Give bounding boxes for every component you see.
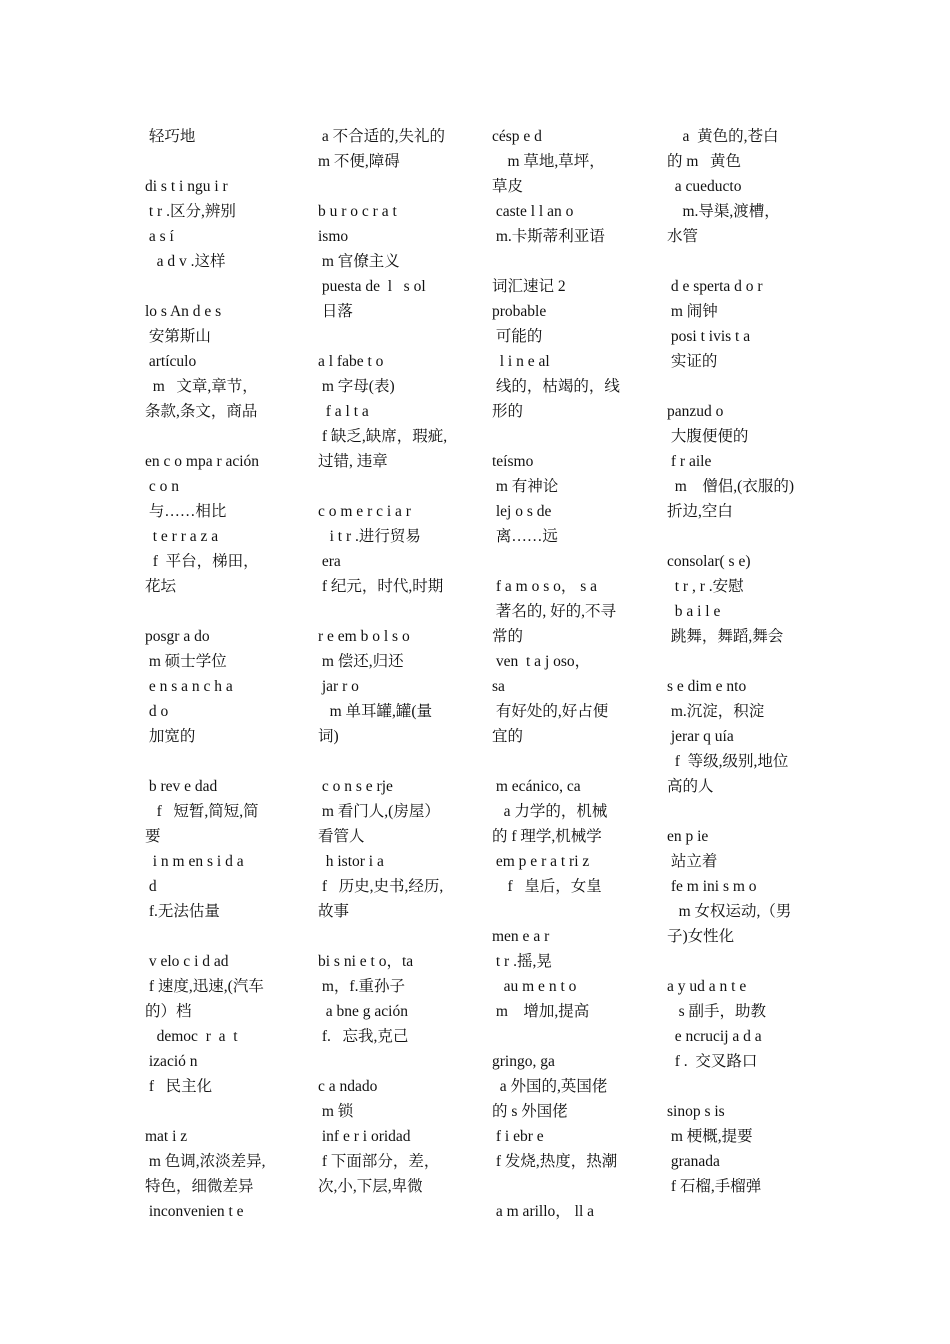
- vocab-line: b a i l e: [667, 603, 721, 620]
- vocab-line: 的 f 理学,机械学: [492, 828, 602, 845]
- entry-spacer: [492, 1024, 637, 1049]
- vocab-line: caste l l an o: [492, 203, 574, 220]
- vocab-line: a 黄色的,苍白: [667, 128, 779, 145]
- vocab-line: d o: [145, 703, 169, 720]
- vocab-line: consolar( s e): [667, 553, 751, 570]
- vocab-line: f a l t a: [318, 403, 369, 420]
- entry-spacer: [492, 899, 637, 924]
- vocab-line: 著名的, 好的,不寻: [492, 603, 617, 620]
- entry-spacer: [145, 424, 290, 449]
- vocab-line: lej o s de: [492, 503, 552, 520]
- entry-spacer: [318, 474, 463, 499]
- vocab-line: men e a r: [492, 928, 550, 945]
- entry-spacer: [492, 1174, 637, 1199]
- vocab-line: 加宽的: [145, 728, 196, 745]
- vocab-line: i t r .进行贸易: [318, 528, 421, 545]
- entry-spacer: [145, 274, 290, 299]
- vocab-line: 实证的: [667, 353, 718, 370]
- vocab-line: f 皇后，女皇: [492, 878, 602, 895]
- vocab-line: b u r o c r a t: [318, 203, 397, 220]
- entry-spacer: [145, 1099, 290, 1124]
- entry-spacer: [667, 1074, 812, 1099]
- vocab-line: a 外国的,英国佬: [492, 1078, 608, 1095]
- vocab-line: d: [145, 878, 157, 895]
- vocab-line: m 看门人,(房屋）: [318, 803, 440, 820]
- vocab-line: f . 交叉路口: [667, 1053, 758, 1070]
- entry-spacer: [318, 599, 463, 624]
- entry-spacer: [145, 599, 290, 624]
- entry-spacer: [492, 749, 637, 774]
- vocab-line: t r , r .安慰: [667, 578, 744, 595]
- vocab-line: 常的: [492, 628, 524, 645]
- vocab-line: ven t a j oso，: [492, 653, 591, 670]
- vocab-line: m 有神论: [492, 478, 559, 495]
- vocab-line: sa: [492, 678, 505, 695]
- vocab-line: m.沉淀，积淀: [667, 703, 765, 720]
- vocab-line: en c o mpa r ación: [145, 453, 260, 470]
- vocab-line: 的 m 黄色: [667, 153, 742, 170]
- vocab-line: inconvenien t e: [145, 1203, 244, 1220]
- vocab-line: f a m o s o， s a: [492, 578, 598, 595]
- vocab-line: 可能的: [492, 328, 543, 345]
- entry-spacer: [492, 249, 637, 274]
- vocab-line: césp e d: [492, 128, 542, 145]
- vocab-line: s e dim e nto: [667, 678, 747, 695]
- vocab-line: m 单耳罐,罐(量: [318, 703, 433, 720]
- vocab-line: 安第斯山: [145, 328, 211, 345]
- vocab-line: 有好处的,好占便: [492, 703, 609, 720]
- vocab-line: i n m en s i d a: [145, 853, 244, 870]
- column-1: [145, 124, 290, 1224]
- vocab-line: 形的: [492, 403, 524, 420]
- vocab-line: izació n: [145, 1053, 198, 1070]
- vocab-line: sinop s is: [667, 1103, 725, 1120]
- vocab-line: f.无法估量: [145, 903, 220, 920]
- vocab-line: puesta de l s ol: [318, 278, 426, 295]
- vocab-line: 跳舞，舞蹈,舞会: [667, 628, 784, 645]
- vocab-line: 轻巧地: [145, 128, 196, 145]
- vocab-line: era: [318, 553, 341, 570]
- vocab-line: 线的，枯竭的，线: [492, 378, 620, 395]
- column-3: [492, 124, 637, 1224]
- vocab-line: c o n s e rje: [318, 778, 393, 795]
- vocab-line: m 僧侣,(衣服的): [667, 478, 795, 495]
- vocab-line: m 文章,章节，: [145, 378, 258, 395]
- vocab-line: e ncrucij a d a: [667, 1028, 762, 1045]
- entry-spacer: [667, 949, 812, 974]
- vocab-line: 特色，细微差异: [145, 1178, 254, 1195]
- vocab-line: b rev e dad: [145, 778, 218, 795]
- vocab-line: a 不合适的,失礼的: [318, 128, 446, 145]
- vocab-line: a m arillo， ll a: [492, 1203, 595, 1220]
- vocab-line: f 历史,史书,经历,: [318, 878, 444, 895]
- vocab-line: r e em b o l s o: [318, 628, 410, 645]
- vocab-line: m，f.重孙子: [318, 978, 405, 995]
- vocab-line: m 字母(表): [318, 378, 395, 395]
- vocab-line: c o n: [145, 478, 180, 495]
- vocab-line: 水管: [667, 228, 699, 245]
- vocab-line: c o m e r c i a r: [318, 503, 411, 520]
- column-4: [667, 124, 812, 1199]
- vocab-line: 故事: [318, 903, 350, 920]
- vocab-line: 词): [318, 728, 339, 745]
- vocab-line: m ecánico, ca: [492, 778, 581, 795]
- vocab-line: 折边,空白: [667, 503, 733, 520]
- vocab-line: f 民主化: [145, 1078, 213, 1095]
- vocab-line: a d v .这样: [145, 253, 226, 270]
- vocab-line: 草皮: [492, 178, 524, 195]
- vocab-line: 高的人: [667, 778, 714, 795]
- vocab-line: d e sperta d o r: [667, 278, 763, 295]
- vocab-line: probable: [492, 303, 547, 320]
- vocab-line: democ r a t: [145, 1028, 238, 1045]
- vocab-line: granada: [667, 1153, 720, 1170]
- vocab-line: jerar q uía: [667, 728, 734, 745]
- entry-spacer: [318, 924, 463, 949]
- entry-spacer: [492, 424, 637, 449]
- vocab-line: a 力学的，机械: [492, 803, 608, 820]
- vocab-line: f 速度,迅速,(汽车: [145, 978, 264, 995]
- vocab-line: m.卡斯蒂利亚语: [492, 228, 605, 245]
- vocab-line: 日落: [318, 303, 353, 320]
- vocab-line: panzud o: [667, 403, 724, 420]
- vocab-line: artículo: [145, 353, 197, 370]
- column-2: [318, 124, 463, 1199]
- vocab-line: m 草地,草坪，: [492, 153, 605, 170]
- vocab-line: f 石榴,手榴弹: [667, 1178, 762, 1195]
- vocab-line: m 官僚主义: [318, 253, 400, 270]
- vocab-line: 与……相比: [145, 503, 227, 520]
- vocab-line: en p ie: [667, 828, 709, 845]
- vocab-line: f 短暂,简短,简: [145, 803, 259, 820]
- vocab-line: bi s ni e t o，ta: [318, 953, 414, 970]
- vocab-line: a l fabe t o: [318, 353, 384, 370]
- vocab-line: f. 忘我,克己: [318, 1028, 409, 1045]
- vocab-line: au m e n t o: [492, 978, 577, 995]
- vocab-line: 花坛: [145, 578, 177, 595]
- entry-spacer: [318, 1049, 463, 1074]
- vocab-line: 词汇速记 2: [492, 278, 566, 295]
- vocab-line: posgr a do: [145, 628, 210, 645]
- vocab-line: f 下面部分，差，: [318, 1153, 440, 1170]
- vocab-line: ismo: [318, 228, 349, 245]
- vocab-line: t e r r a z a: [145, 528, 219, 545]
- vocab-line: 离……远: [492, 528, 558, 545]
- entry-spacer: [667, 799, 812, 824]
- vocab-line: m 锁: [318, 1103, 354, 1120]
- vocab-line: m 闹钟: [667, 303, 718, 320]
- vocab-line: f 纪元，时代,时期: [318, 578, 444, 595]
- entry-spacer: [145, 924, 290, 949]
- vocab-line: e n s a n c h a: [145, 678, 233, 695]
- entry-spacer: [667, 249, 812, 274]
- entry-spacer: [318, 749, 463, 774]
- entry-spacer: [667, 374, 812, 399]
- vocab-line: 次,小,下层,卑微: [318, 1178, 423, 1195]
- vocab-line: m 不便,障碍: [318, 153, 400, 170]
- vocab-line: l i n e al: [492, 353, 550, 370]
- vocab-line: m 女权运动,（男: [667, 903, 792, 920]
- vocab-line: lo s An d e s: [145, 303, 222, 320]
- vocab-line: 宜的: [492, 728, 524, 745]
- vocab-line: f r aile: [667, 453, 712, 470]
- vocab-line: 子)女性化: [667, 928, 735, 945]
- vocab-line: m.导渠,渡槽，: [667, 203, 780, 220]
- vocab-line: h istor i a: [318, 853, 384, 870]
- vocab-line: 大腹便便的: [667, 428, 749, 445]
- vocab-line: m 增加,提高: [492, 1003, 590, 1020]
- vocab-line: gringo, ga: [492, 1053, 555, 1070]
- vocab-line: posi t ivis t a: [667, 328, 751, 345]
- vocab-line: a s í: [145, 228, 174, 245]
- vocab-line: v elo c i d ad: [145, 953, 229, 970]
- vocab-line: 过错, 违章: [318, 453, 388, 470]
- vocab-line: 站立着: [667, 853, 718, 870]
- vocab-line: m 偿还,归还: [318, 653, 404, 670]
- vocab-line: a cueducto: [667, 178, 742, 195]
- vocab-line: em p e r a t ri z: [492, 853, 590, 870]
- entry-spacer: [318, 324, 463, 349]
- entry-spacer: [318, 174, 463, 199]
- entry-spacer: [492, 549, 637, 574]
- vocab-line: t r .区分,辨别: [145, 203, 236, 220]
- vocab-line: di s t i ngu i r: [145, 178, 228, 195]
- entry-spacer: [145, 749, 290, 774]
- vocab-line: f 缺乏,缺席，瑕疵,: [318, 428, 448, 445]
- vocab-line: m 梗概,提要: [667, 1128, 753, 1145]
- vocab-line: 条款,条文，商品: [145, 403, 258, 420]
- vocab-line: f 等级,级别,地位: [667, 753, 789, 770]
- vocab-line: 的 s 外国佬: [492, 1103, 568, 1120]
- vocab-line: m 色调,浓淡差异,: [145, 1153, 266, 1170]
- entry-spacer: [145, 149, 290, 174]
- vocab-line: f i ebr e: [492, 1128, 544, 1145]
- vocab-line: m 硕士学位: [145, 653, 227, 670]
- vocab-line: a y ud a n t e: [667, 978, 747, 995]
- entry-spacer: [667, 649, 812, 674]
- vocab-line: s 副手，助教: [667, 1003, 767, 1020]
- vocab-line: t r .摇,晃: [492, 953, 552, 970]
- vocab-line: mat i z: [145, 1128, 188, 1145]
- vocab-line: 看管人: [318, 828, 365, 845]
- vocab-line: inf e r i oridad: [318, 1128, 411, 1145]
- vocab-line: f 发烧,热度，热潮: [492, 1153, 618, 1170]
- vocab-line: fe m ini s m o: [667, 878, 757, 895]
- vocab-line: f 平台，梯田，: [145, 553, 259, 570]
- vocab-line: c a ndado: [318, 1078, 378, 1095]
- entry-spacer: [667, 524, 812, 549]
- vocab-line: teísmo: [492, 453, 534, 470]
- vocab-line: jar r o: [318, 678, 359, 695]
- vocab-line: 的）档: [145, 1003, 192, 1020]
- vocab-line: 要: [145, 828, 161, 845]
- vocab-line: a bne g ación: [318, 1003, 408, 1020]
